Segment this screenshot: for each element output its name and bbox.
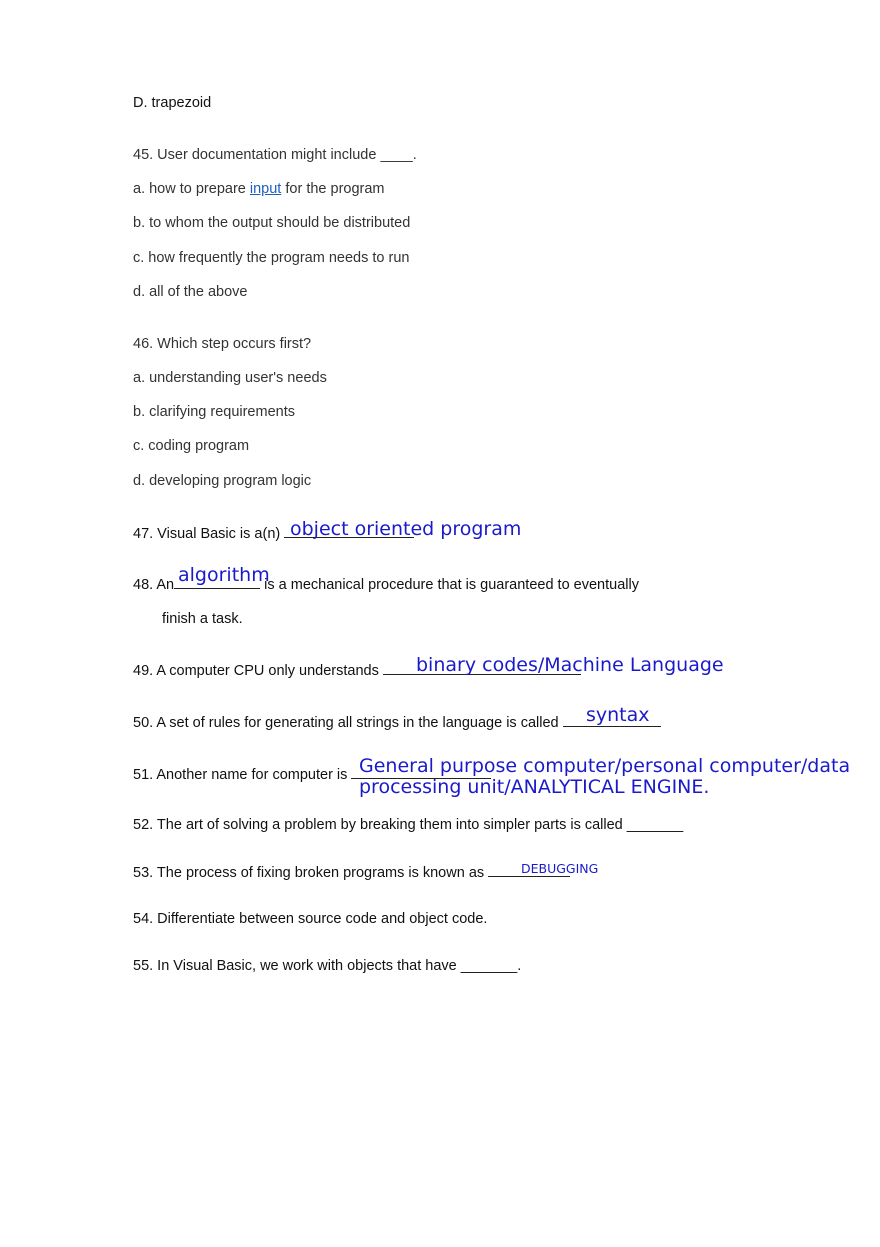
q50-stem — [133, 713, 661, 732]
q46-option-a: a. understanding user's needs — [133, 370, 327, 386]
q49-answer: binary codes/Machine Language — [416, 654, 724, 676]
q53-stem — [133, 863, 570, 882]
q48-stem-line2: finish a task. — [162, 611, 243, 627]
q51-answer-line1: General purpose computer/personal computer/data — [359, 755, 851, 777]
q46-option-c: c. coding program — [133, 438, 250, 454]
q50-answer: syntax — [586, 704, 650, 726]
q48-stem-pre: 48. An — [133, 577, 175, 593]
q46-stem: 46. Which step occurs first? — [133, 336, 312, 352]
q47-answer: object oriented program — [290, 518, 522, 540]
q45-option-a-post: for the program — [281, 181, 385, 197]
q48-answer: algorithm — [178, 564, 270, 586]
q51-stem-text: 51. Another name for computer is — [133, 767, 348, 783]
q45-option-a-pre: a. how to prepare — [133, 181, 250, 197]
q45-option-d: d. all of the above — [133, 284, 248, 300]
q47-stem-text: 47. Visual Basic is a(n) — [133, 526, 281, 542]
q49-stem-text: 49. A computer CPU only understands — [133, 663, 379, 679]
q55-stem: 55. In Visual Basic, we work with objects that have _______. — [133, 958, 522, 974]
q51-answer-line2: processing unit/ANALYTICAL ENGINE. — [359, 776, 710, 798]
q48-stem-post: is a mechanical procedure that is guaranteed to eventually — [264, 577, 639, 593]
q54-stem: 54. Differentiate between source code and object code. — [133, 911, 488, 927]
q46-option-d: d. developing program logic — [133, 473, 312, 489]
q45-option-b: b. to whom the output should be distributed — [133, 215, 411, 231]
input-link[interactable]: input — [249, 181, 282, 197]
q52-stem: 52. The art of solving a problem by breaking them into simpler parts is called _______ — [133, 817, 684, 833]
q45-stem: 45. User documentation might include ____. — [133, 147, 417, 163]
q45-option-a — [133, 180, 385, 198]
q53-answer: DEBUGGING — [521, 861, 599, 876]
q44-option-d: D. trapezoid — [133, 95, 212, 111]
q46-option-b: b. clarifying requirements — [133, 404, 295, 420]
q50-stem-text: 50. A set of rules for generating all strings in the language is called — [133, 715, 559, 731]
q45-option-c: c. how frequently the program needs to run — [133, 250, 410, 266]
q53-stem-text: 53. The process of fixing broken programs is known as — [133, 865, 485, 881]
